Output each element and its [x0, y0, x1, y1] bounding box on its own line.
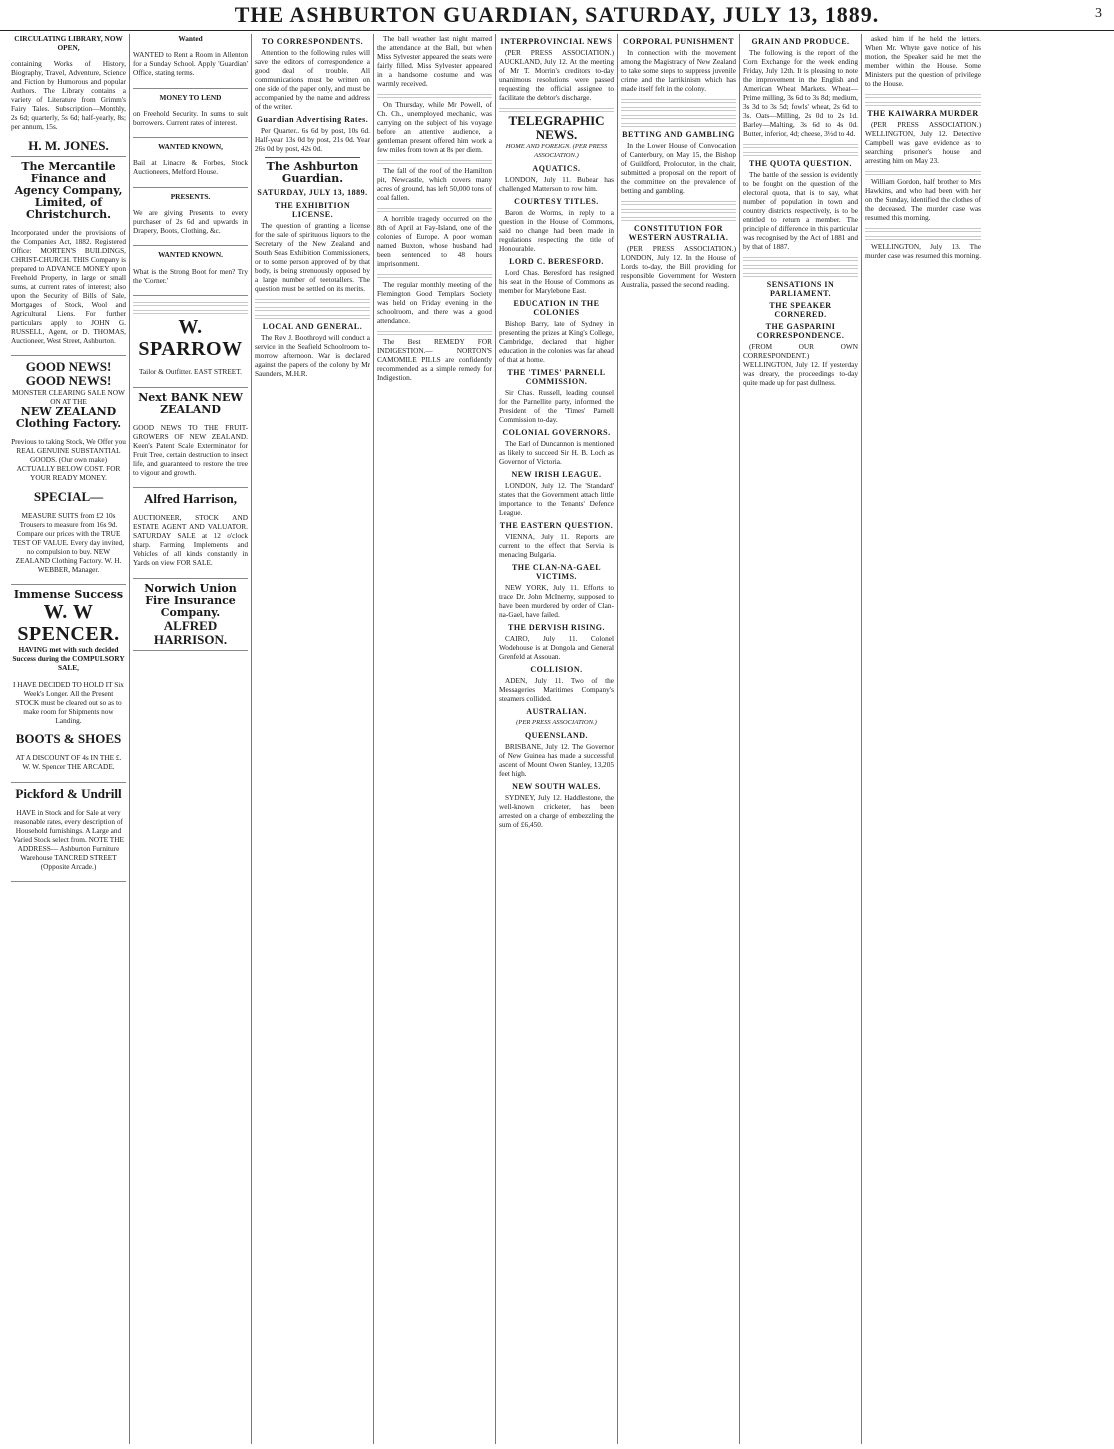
article-text: (FROM OUR OWN CORRESPONDENT.) WELLINGTON, July 12. If yesterday was dreary, the proceedings to-day quite made up for past dullness. [743, 342, 858, 387]
column-4 [374, 34, 496, 1444]
telegraphic-news [499, 114, 614, 160]
news-paragraph [377, 280, 492, 325]
masthead [0, 0, 1114, 31]
paragraph-text: The Best REMEDY FOR INDIGESTION.— NORTON'S CAMOMILE PILLS are confidently recommended as a simple remedy for Indigestion. [377, 337, 492, 382]
ad-text: GOOD NEWS TO THE FRUIT-GROWERS OF NEW ZEALAND. Keen's Patent Scale Exterminator for Fruit Tree, certain destruction to insect life, and guaranteed to restore the tree to vigour and growth. [133, 422, 248, 477]
item-heading: QUEENSLAND. [524, 731, 589, 740]
article-heading: GRAIN AND PRODUCE. [751, 37, 850, 46]
illegible-text [865, 92, 981, 98]
pickford-ad [11, 787, 126, 883]
ad-boots-heading: BOOTS & SHOES [15, 730, 122, 746]
illegible-text [255, 297, 370, 303]
ad-text: Incorporated under the provisions of the Companies Act, 1882. Registered Office: MORTEN'S BUILDINGS, CHRIST-CHURCH. THIS Company is prepared to ADVANCE MONEY upon Freehold Property, in large or small sums, at current rates of interest; also upon the Security of Bills of Sale, Mortgages of Stock, Wool and Agricultural Liens. For further particulars apply to JOHN G. RUSSELL, Agent, or D. THOMAS, Auctioneer, West Street, Ashburton. [11, 227, 126, 345]
ad-heading: WANTED KNOWN, [158, 142, 223, 152]
nameplate-title: The Ashburton Guardian. [266, 160, 359, 185]
illegible-text [377, 272, 492, 278]
section-text: Attention to the following rules will save the editors of correspondence a good deal of trouble. All communications must be written on one side of the paper only, and must be accompanied by the name and address of the writer. [255, 48, 370, 111]
item-text: The Earl of Duncannon is mentioned as likely to succeed Sir H. B. Loch as Governor of Victoria. [499, 439, 614, 466]
paragraph-text: The regular monthly meeting of the Flemington Good Templars Society was held on Friday evening in the schoolroom, and there was a good attendance. [377, 280, 492, 325]
illegible-text [743, 271, 858, 277]
ad-special-text: MEASURE SUITS from £2 10s Trousers to measure from 16s 9d. Compare our prices with the TRUE TEST OF VALUE. Every day invited, no compulsion to buy. NEW ZEALAND Clothing Factory. W. H. WEBBER, Manager. [12, 511, 125, 575]
constitution-article [621, 224, 736, 289]
news-item [499, 470, 614, 517]
sensations-article [743, 280, 858, 387]
illegible-text [621, 105, 736, 111]
ad-text: HAVE in Stock and for Sale at very reasonable rates, every description of Household furnishings. A Large and Varied Stock select from. NOTE THE ADDRESS— Ashburton Furniture Warehouse TANCRED STREET (Opposite Arcade.) [13, 807, 124, 871]
section-heading: INTERPROVINCIAL NEWS [500, 37, 613, 46]
money-lend-ad [133, 93, 248, 139]
columns [8, 34, 1108, 1444]
news-paragraph [865, 34, 981, 88]
illegible-text [133, 300, 248, 306]
item-text: BRISBANE, July 12. The Governor of New Guinea has made a successful ascent of Mount Owen Stanley, 13,205 feet high. [499, 742, 614, 778]
article-text: The question of granting a license for the sale of spirituous liquors to the Secretary of the New Zealand and South Seas Exhibition Commissioners, or to some person approved of by that body, is being strenuously opposed by a large number of teetotallers. The question must be settled on its merits. [255, 221, 370, 293]
news-paragraph [865, 177, 981, 222]
news-item [499, 164, 614, 193]
ad-heading: CIRCULATING LIBRARY, NOW OPEN, [14, 34, 123, 52]
ad-signature: ALFRED HARRISON. [153, 617, 228, 647]
wanted-known-boot-ad [133, 250, 248, 296]
kaiwarra-murder-article [865, 109, 981, 165]
ad-text: What is the Strong Boot for men? Try the 'Corner.' [133, 266, 248, 285]
ad-subheading: HAVING met with such decided Success during the COMPULSORY SALE, [12, 645, 125, 673]
item-heading: COLONIAL GOVERNORS. [502, 428, 611, 437]
illegible-text [133, 308, 248, 314]
article-heading: THE KAIWARRA MURDER [867, 109, 979, 118]
article-subheading: THE SPEAKER CORNERED. [769, 301, 832, 319]
news-item [499, 707, 614, 727]
paragraph-text: asked him if he held the letters. When Mr. Whyte gave notice of his motion, the Speaker said he met the member within the House. Some Ministers put the question of privilege to the House. [865, 34, 981, 88]
nameplate-date: SATURDAY, JULY 13, 1889. [257, 188, 368, 197]
illegible-text [377, 206, 492, 212]
news-item [499, 257, 614, 295]
item-text: Lord Chas. Beresford has resigned his seat in the House of Commons as member for Marylebone East. [499, 268, 614, 295]
ad-subheading: MONSTER CLEARING SALE NOW ON AT THE [12, 388, 125, 407]
illegible-text [743, 142, 858, 148]
illegible-text [865, 234, 981, 240]
illegible-text [865, 226, 981, 232]
item-heading: NEW IRISH LEAGUE. [511, 470, 602, 479]
section-subheading: HOME AND FOREIGN. (PER PRESS ASSOCIATION.) [505, 143, 608, 159]
item-text: NEW YORK, July 11. Efforts to trace Dr. John McInerny, supposed to have been murdered by order of Clan-na-Gael, have failed. [499, 583, 614, 619]
item-text: VIENNA, July 11. Reports are current to the effect that Servia is menacing Bulgaria. [499, 532, 614, 559]
news-item [499, 368, 614, 424]
illegible-text [621, 97, 736, 103]
item-heading: THE EASTERN QUESTION. [499, 521, 614, 530]
news-item [499, 623, 614, 661]
article-text: In connection with the movement among the Magistracy of New Zealand to take some steps to suppress juvenile crime and the larrikinism which has made itself felt in the colony. [621, 48, 736, 93]
item-heading: THE DERVISH RISING. [507, 623, 606, 632]
article-text: (PER PRESS ASSOCIATION.) LONDON, July 12. In the House of Lords to-day, the Bill providing for responsible Government for Western Australia, passed the second reading. [621, 244, 736, 289]
divider [265, 157, 360, 158]
wanted-known-ad [133, 142, 248, 188]
item-text: SYDNEY, July 12. Haddlestone, the well-known cricketer, has been arrested on a charge of embezzling the sum of £6,450. [499, 793, 614, 829]
news-item [499, 428, 614, 466]
column-2 [130, 34, 252, 1444]
ad-heading: GOOD NEWS! GOOD NEWS! [25, 359, 112, 389]
article-text: (PER PRESS ASSOCIATION.) WELLINGTON, July 12. Detective Campbell was gave evidence as to searching prisoner's house and arresting him on May 23. [865, 120, 981, 165]
exhibition-license-article [255, 201, 370, 293]
item-text: LONDON, July 11. Bubear has challenged Matterson to row him. [499, 175, 614, 193]
news-paragraph [377, 337, 492, 382]
library-ad [11, 34, 126, 157]
ad-text: We are giving Presents to every purchaser of 2s 6d and upwards in Drapery, Boots, Clothing, &c. [133, 208, 248, 236]
column-7 [740, 34, 862, 1444]
article-heading: LOCAL AND GENERAL. [262, 322, 363, 331]
ad-heading: PRESENTS. [170, 191, 211, 201]
grain-produce-article [743, 37, 858, 138]
item-heading: LORD C. BERESFORD. [509, 257, 604, 266]
item-heading: AUSTRALIAN. [526, 707, 587, 716]
local-general-article [255, 322, 370, 378]
article-text: The following is the report of the Corn Exchange for the week ending Friday, July 12th. It is pleasing to note the improvement in the English and American Wheat Markets. Wheat—Prime milling, 3s 6d to 3s 8d; medium, 3s 3d to 3s 5d; fowls' wheat, 2s 6d to 3s. Oats—Milling, 2s 0d to 2s 1d. Barley—Malting, 3s 6d to 4s 0d. Butter, inferior, 4d; cheese, 3½d to 4d. [743, 48, 858, 138]
ad-heading: WANTED KNOWN. [158, 250, 223, 260]
presents-ad [133, 192, 248, 247]
illegible-text [377, 92, 492, 98]
ad-text: I HAVE DECIDED TO HOLD IT Six Week's Longer. All the Present STOCK must be cleared out so as to make room for Shipments now Landing. [13, 679, 124, 725]
column-5 [496, 34, 618, 1444]
item-heading: EDUCATION IN THE COLONIES [513, 299, 600, 317]
harrison-ad [133, 492, 248, 579]
item-heading: NEW SOUTH WALES. [512, 782, 601, 791]
sparrow-ad [133, 316, 248, 388]
paragraph-text: William Gordon, half brother to Mrs Hawkins, and who had been with her on the Sunday, identified the clothes of the deceased. The murder case was resumed this morning. [865, 177, 981, 222]
illegible-text [865, 100, 981, 106]
ad-heading: The Mercantile Finance and Agency Company, Limited, of Christchurch. [14, 159, 123, 221]
section-text: (PER PRESS ASSOCIATION.) AUCKLAND, July 12. At the meeting of Mr T. Morrin's creditors to-day unanimous resolutions were passed requesting the official assignee to facilitate the debtor's discharge. [499, 48, 614, 102]
ad-text: AUCTIONEER, STOCK AND ESTATE AGENT AND VALUATOR. SATURDAY SALE at 12 o'clock sharp. Farming Implements and Vehicles of all kinds constantly in Yards on view FOR SALE. [133, 513, 248, 568]
item-heading: COLLISION. [530, 665, 583, 674]
illegible-text [621, 121, 736, 127]
keens-ad [133, 392, 248, 489]
article-heading: CORPORAL PUNISHMENT [622, 37, 735, 46]
page-number: 3 [1095, 6, 1102, 21]
illegible-text [255, 313, 370, 319]
masthead-title: THE ASHBURTON GUARDIAN, SATURDAY, JULY 13, 1889. [234, 2, 880, 27]
ad-heading: Norwich Union Fire Insurance Company. [144, 581, 237, 619]
article-heading: SENSATIONS IN PARLIAMENT. [766, 280, 835, 298]
news-item [499, 299, 614, 364]
advertising-rates [255, 115, 370, 153]
item-text: Sir Chas. Russell, leading counsel for the Parnellite party, informed the President of the 'Times' Parnell Commission to-day. [499, 388, 614, 424]
article-heading: THE QUOTA QUESTION. [749, 159, 852, 168]
illegible-text [621, 199, 736, 205]
paper-nameplate [255, 161, 370, 197]
corporal-punishment-article [621, 37, 736, 93]
ad-text: Tailor & Outfitter. EAST STREET. [139, 367, 242, 377]
clothing-factory-ad [11, 360, 126, 585]
ad-heading: MONEY TO LEND [159, 92, 222, 102]
ad-text: on Freehold Security. In sums to suit borrowers. Current rates of interest. [133, 108, 248, 127]
illegible-text [255, 305, 370, 311]
paragraph-text: The ball weather last night marred the attendance at the Ball, but when Miss Sylvester appeared the seats were fairly filled. Miss Sylvester appeared in a handsome costume and was warmly received. [377, 34, 492, 88]
paragraph-text: A horrible tragedy occurred on the 8th of April at Fay-Island, one of the colonies of Europe. A poor woman named Buxton, whose husband had been sentenced to 48 hours imprisonment. [377, 214, 492, 268]
news-item [499, 665, 614, 703]
column-1 [8, 34, 130, 1444]
news-paragraph [377, 166, 492, 202]
article-text: In the Lower House of Convocation of Canterbury, on May 15, the Bishop of Guildford, Prolocutor, in the chair, submitted a proposal on the report of the committee on the prevalence of betting and gambling. [621, 141, 736, 195]
paragraph-text: WELLINGTON, July 13. The murder case was resumed this morning. [865, 242, 981, 260]
spencer-ad [11, 589, 126, 782]
paragraph-text: On Thursday, while Mr Powell, of Ch. Ch., unemployed mechanic, was carrying on the subject of his voyage before an attentive audience, a gentleman present offered him work a few miles from town at 8s per diem. [377, 100, 492, 154]
article-heading: CONSTITUTION FOR WESTERN AUSTRALIA. [628, 224, 729, 242]
ad-text: WANTED to Rent a Room in Allenton for a Sunday School. Apply 'Guardian' Office, stating terms. [133, 50, 248, 78]
section-text: Per Quarter.. 6s 6d by post, 10s 6d. Half-year 13s 0d by post, 21s 0d. Year 26s 0d by post, 42s 0d. [255, 126, 370, 153]
illegible-text [377, 158, 492, 164]
quota-question-article [743, 159, 858, 251]
item-text: ADEN, July 11. Two of the Messageries Maritimes Company's steamers collided. [499, 676, 614, 703]
ad-signature: H. M. JONES. [28, 137, 109, 153]
ad-heading: Wanted [178, 34, 203, 43]
column-6 [618, 34, 740, 1444]
norwich-ad [133, 583, 248, 651]
article-heading: BETTING AND GAMBLING [622, 130, 735, 139]
illegible-text [621, 207, 736, 213]
section-heading: TO CORRESPONDENTS. [261, 37, 364, 46]
ad-heading: Immense Success [13, 588, 124, 602]
article-subheading-2: THE GASPARINI CORRESPONDENCE. [756, 322, 845, 340]
betting-gambling-article [621, 130, 736, 195]
column-3 [252, 34, 374, 1444]
ad-special-heading: SPECIAL— [33, 488, 104, 504]
illegible-text [743, 150, 858, 156]
news-paragraph [865, 242, 981, 260]
news-item [499, 563, 614, 619]
item-heading: AQUATICS. [532, 164, 581, 173]
wanted-ad [133, 34, 248, 89]
ad-boots-text: AT A DISCOUNT OF 4s IN THE £. W. W. Spencer THE ARCADE. [15, 753, 122, 772]
ad-heading: Alfred Harrison, [144, 491, 237, 507]
news-item [499, 521, 614, 559]
illegible-text [621, 215, 736, 221]
article-text: The Rev J. Boothroyd will conduct a service in the Seafield Schoolroom to-morrow afternoon. War is declared against the papers of the colony by Mr Saunders, M.H.R. [255, 333, 370, 378]
item-text: Bishop Barry, late of Sydney in presenting the prizes at King's College, Cambridge, declared that higher education in the colonies was far ahead of that at home. [499, 319, 614, 364]
ad-title: NEW ZEALAND Clothing Factory. [15, 405, 122, 431]
item-text: CAIRO, July 11. Colonel Wodehouse is at Dongola and General Grenfeld at Assouan. [499, 634, 614, 661]
article-heading: THE EXHIBITION LICENSE. [274, 201, 351, 219]
news-item [499, 782, 614, 829]
news-paragraph [377, 100, 492, 154]
interprovincial-news [499, 37, 614, 102]
ad-heading: Next BANK NEW ZEALAND [138, 390, 243, 416]
mercantile-finance-ad [11, 161, 126, 357]
paragraph-text: The fall of the roof of the Hamilton pit, Newcastle, which covers many acres of ground, has left 50,000 tons of coal fallen. [377, 166, 492, 202]
ad-text: containing Works of History, Biography, Travel, Adventure, Science and Fiction by Humorous and popular Authors. The Library contains a variety of Literature from Grimm's Fairy Tales. Subscription—Monthly, 2s 6d; quarterly, 5s 6d; half-yearly, 8s; per annum, 15s. [11, 59, 126, 132]
illegible-text [499, 106, 614, 112]
news-paragraph [377, 214, 492, 268]
ad-heading: Pickford & Undrill [15, 785, 122, 801]
section-heading: Guardian Advertising Rates. [256, 115, 369, 124]
item-heading: THE CLAN-NA-GAEL VICTIMS. [511, 563, 602, 581]
illegible-text [865, 169, 981, 175]
news-item [499, 197, 614, 253]
item-heading: THE 'TIMES' PARNELL COMMISSION. [507, 368, 606, 386]
ad-text: Bail at Linacre & Forbes, Stock Auctioneers, Melford House. [133, 158, 248, 177]
correspondents-notice [255, 37, 370, 111]
item-text: Baron de Worms, in reply to a question in the House of Commons, said no change had been made in regulations respecting the title of Honourable. [499, 208, 614, 253]
illegible-text [743, 255, 858, 261]
illegible-text [743, 263, 858, 269]
illegible-text [621, 113, 736, 119]
section-heading: TELEGRAPHIC NEWS. [508, 113, 605, 142]
illegible-text [377, 329, 492, 335]
column-8 [862, 34, 984, 1444]
item-subheading: (PER PRESS ASSOCIATION.) [516, 719, 597, 726]
item-text: LONDON, July 12. The 'Standard' states that the Government attach little importance to the Tenants' Defence League. [499, 481, 614, 517]
news-item [499, 731, 614, 778]
ad-text: Previous to taking Stock, We Offer you REAL GENUINE SUBSTANTIAL GOODS. (Our own make) ACTUALLY BELOW COST. FOR YOUR READY MONEY. [11, 437, 126, 483]
news-paragraph [377, 34, 492, 88]
article-text: The battle of the session is evidently to be fought on the question of the electoral quota, that is to say, what number of population in town and country districts respectively, is to be entitled to return a member. The principle of difference in this particular was recognised by the Act of 1881 and by that of 1887. [743, 170, 858, 251]
ad-name: W. W SPENCER. [17, 601, 120, 646]
ad-heading: W. SPARROW [138, 315, 243, 360]
item-heading: COURTESY TITLES. [514, 197, 599, 206]
